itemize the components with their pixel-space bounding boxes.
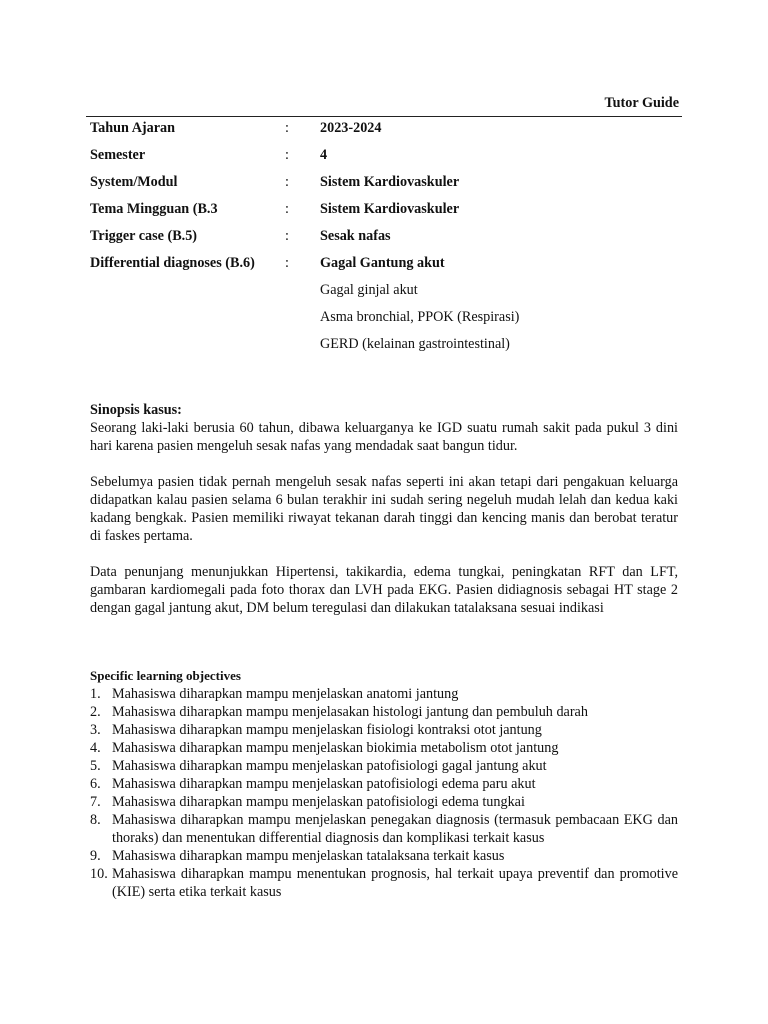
meta-label: Tema Mingguan (B.3 [90,201,218,217]
meta-colon: : [285,255,289,271]
list-item-text: Mahasiswa diharapkan mampu menjelaskan patofisiologi gagal jantung akut [112,758,547,774]
meta-row-semester [90,146,678,173]
learning-objectives-section [90,667,678,901]
meta-row-trigger-case [90,227,678,254]
list-item-number: 3. [90,722,101,738]
list-item [90,757,678,775]
list-item-text: Mahasiswa diharapkan mampu menjelaskan tatalaksana terkait kasus [112,848,505,864]
meta-value: 4 [320,147,328,163]
list-item [90,847,678,865]
list-item-text: Mahasiswa diharapkan mampu menjelaskan patofisiologi edema paru akut [112,776,536,792]
list-item [90,775,678,793]
list-item-number: 2. [90,704,101,720]
synopsis-paragraph: Seorang laki-laki berusia 60 tahun, dibawa keluarganya ke IGD suatu rumah sakit pada pukul 3 dini hari karena pasien mengeluh sesak nafas yang mendadak saat bangun tidur. [90,420,678,454]
list-item-number: 9. [90,848,101,864]
meta-colon: : [285,120,289,136]
meta-table [90,119,678,362]
meta-colon: : [285,174,289,190]
synopsis-title: Sinopsis kasus: [90,402,182,418]
meta-value: Sistem Kardiovaskuler [320,174,460,190]
synopsis-paragraph: Sebelumya pasien tidak pernah mengeluh sesak nafas seperti ini akan tetapi dari pengakuan keluarga didapatkan kalau pasien selama 6 bulan terakhir ini sudah sering negeluh mudah lelah dan kedua kaki kadang bengkak. Pasien memiliki riwayat tekanan darah tinggi dan kencing manis dan berobat teratur di faskes pertama. [90,474,678,544]
learning-objectives-list [90,685,678,901]
meta-extra-value: Gagal ginjal akut [320,282,418,298]
list-item [90,721,678,739]
list-item [90,793,678,811]
meta-extra-value: GERD (kelainan gastrointestinal) [320,336,510,352]
list-item-text: Mahasiswa diharapkan mampu menjelaskan patofisiologi edema tungkai [112,794,525,810]
learning-objectives-title: Specific learning objectives [90,668,241,683]
list-item [90,811,678,847]
list-item-number: 6. [90,776,101,792]
meta-row-system-modul [90,173,678,200]
paragraph-gap [90,455,678,473]
meta-label: Tahun Ajaran [90,120,176,136]
paragraph-gap [90,545,678,563]
list-item-text: Mahasiswa diharapkan mampu menentukan prognosis, hal terkait upaya preventif dan promotive (KIE) serta etika terkait kasus [112,866,678,900]
list-item-number: 7. [90,794,101,810]
meta-row-tema-mingguan [90,200,678,227]
list-item-number: 1. [90,686,101,702]
meta-label: Semester [90,147,146,163]
meta-row-extra-diagnosis [90,308,678,335]
list-item-number: 4. [90,740,101,756]
meta-row-tahun-ajaran [90,119,678,146]
meta-label: Differential diagnoses (B.6) [90,255,255,271]
meta-colon: : [285,201,289,217]
list-item-text: Mahasiswa diharapkan mampu menjelaskan biokimia metabolism otot jantung [112,740,559,756]
list-item [90,703,678,721]
meta-label: Trigger case (B.5) [90,228,198,244]
list-item-text: Mahasiswa diharapkan mampu menjelaskan anatomi jantung [112,686,459,702]
list-item-number: 10. [90,866,108,882]
list-item-text: Mahasiswa diharapkan mampu menjelaskan fisiologi kontraksi otot jantung [112,722,542,738]
list-item [90,865,678,901]
list-item [90,739,678,757]
list-item-number: 5. [90,758,101,774]
synopsis-section [90,401,678,617]
list-item-text: Mahasiswa diharapkan mampu menjelasakan histologi jantung dan pembuluh darah [112,704,588,720]
synopsis-paragraph: Data penunjang menunjukkan Hipertensi, takikardia, edema tungkai, peningkatan RFT dan LFT, gambaran kardiomegali pada foto thorax dan LVH pada EKG. Pasien didiagnosis sebagai HT stage 2 dengan gagal jantung akut, DM belum teregulasi dan dilakukan tatalaksana sesuai indikasi [90,564,678,616]
meta-row-extra-diagnosis [90,335,678,362]
meta-colon: : [285,228,289,244]
list-item [90,685,678,703]
meta-extra-value: Asma bronchial, PPOK (Respirasi) [320,309,520,325]
document-header-title: Tutor Guide [604,95,679,111]
meta-value: 2023-2024 [320,120,382,136]
meta-value: Gagal Gantung akut [320,255,445,271]
meta-row-extra-diagnosis [90,281,678,308]
header-divider [86,116,682,117]
list-item-number: 8. [90,812,101,828]
meta-value: Sistem Kardiovaskuler [320,201,460,217]
meta-row-differential-diagnoses [90,254,678,281]
list-item-text: Mahasiswa diharapkan mampu menjelaskan penegakan diagnosis (termasuk pembacaan EKG dan thoraks) dan menentukan differential diagnosis dan komplikasi terkait kasus [112,812,678,846]
meta-colon: : [285,147,289,163]
meta-label: System/Modul [90,174,178,190]
meta-value: Sesak nafas [320,228,391,244]
